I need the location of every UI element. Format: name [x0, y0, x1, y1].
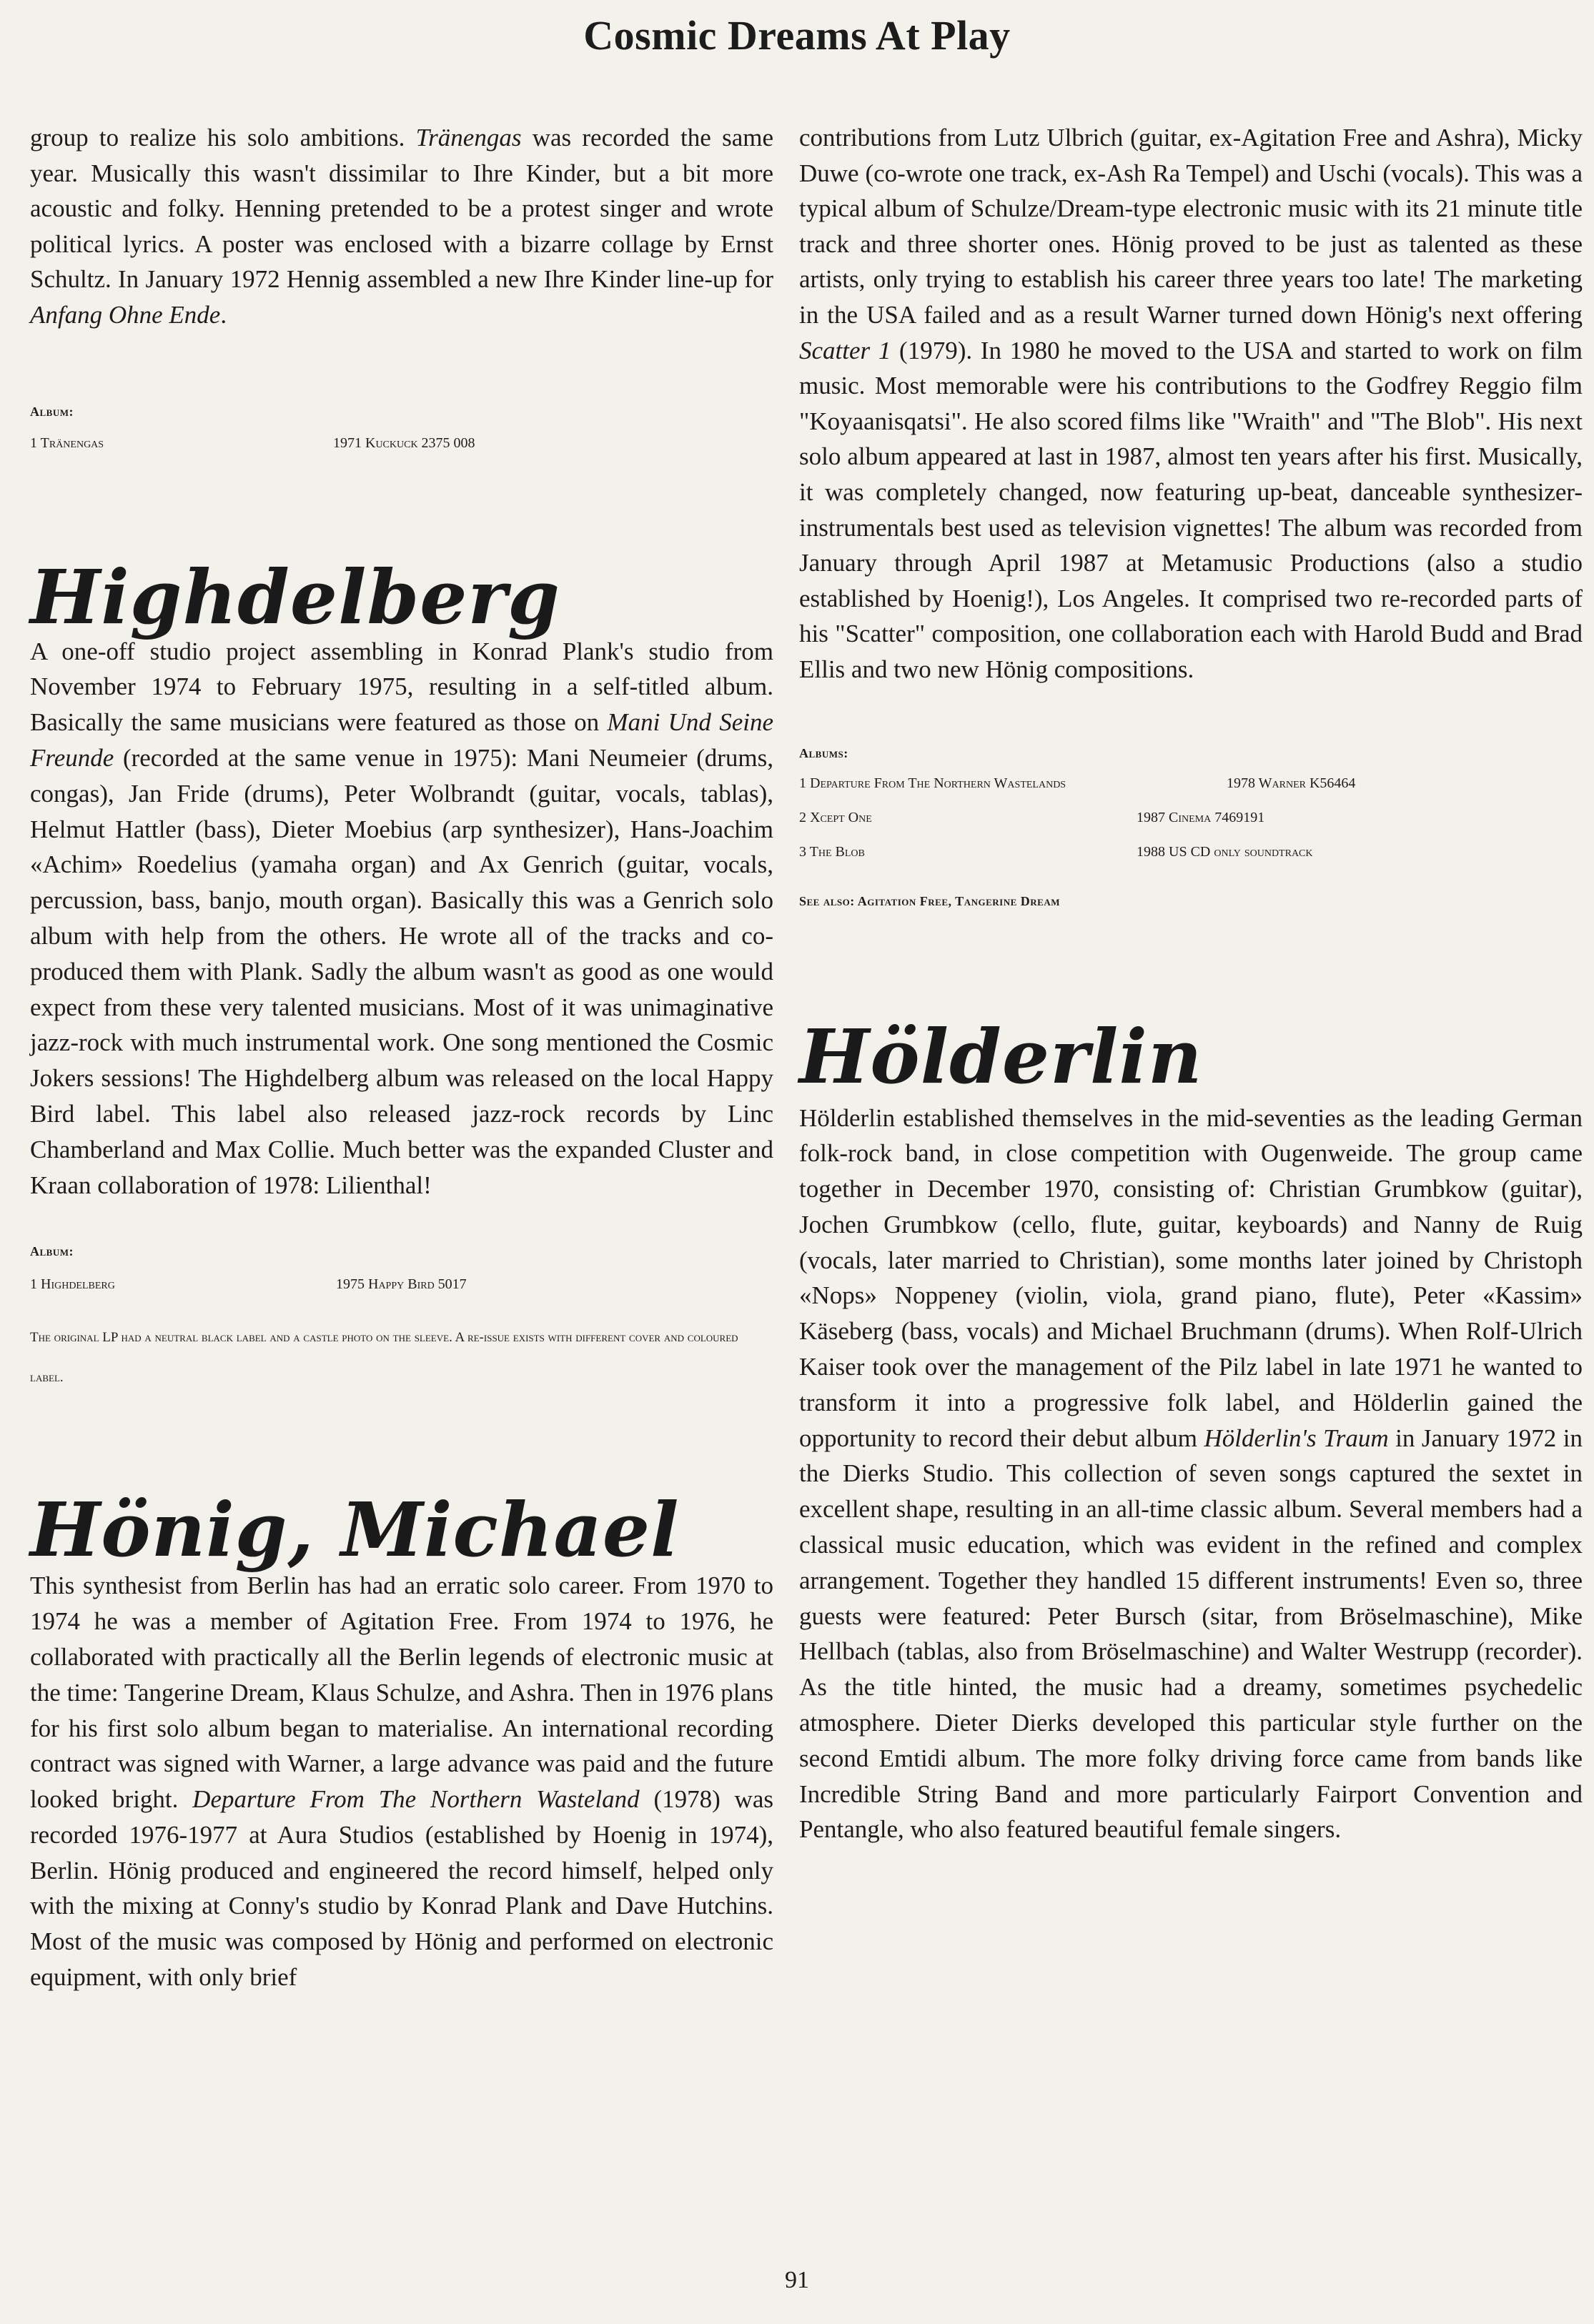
album-label: Album: — [30, 404, 74, 419]
album-release-info: 1988 US CD only soundtrack — [1137, 843, 1313, 860]
page-title: Cosmic Dreams At Play — [583, 12, 1011, 59]
album-title: 1 Tränengas — [30, 434, 104, 451]
album-label: Album: — [30, 1244, 74, 1259]
album-release-info: 1971 Kuckuck 2375 008 — [333, 434, 475, 451]
discography-row — [30, 1276, 773, 1305]
right-column — [799, 120, 1583, 1847]
album-title: 3 The Blob — [799, 843, 865, 860]
highdelberg-paragraph: A one-off studio project assembling in Konrad Plank's studio from November 1974 to February 1975, resulting in a self-titled album. Basically the same musicians were featured as those on Mani Und Seine Freunde (recorded at the same venue in 1975): Mani Neumeier (drums, congas), Jan Fride (drums), Peter Wolbrandt (guitar, vocals, tablas), Helmut Hattler (bass), Dieter Moebius (arp synthesizer), Hans-Joachim «Achim» Roedelius (yamaha organ) and Ax Genrich (guitar, vocals, percussion, bass, banjo, mouth organ). Basically this was a Genrich solo album with help from the others. He wrote all of the tracks and co-produced them with Plank. Sadly the album wasn't as good as one would expect from these very talented musicians. Most of it was unimaginative jazz-rock with much instrumental work. One song mentioned the Cosmic Jokers sessions! The Highdelberg album was released on the local Happy Bird label. This label also released jazz-rock records by Linc Chamberland and Max Collie. Much better was the expanded Cluster and Kraan collaboration of 1978: Lilienthal! — [30, 637, 774, 1199]
page-number: 91 — [785, 2267, 809, 2293]
album-release-info: 1987 Cinema 7469191 — [1137, 809, 1265, 825]
album-release-info: 1978 Warner K56464 — [1227, 775, 1356, 791]
hennig-continuation-paragraph: group to realize his solo ambitions. Tränengas was recorded the same year. Musically this wasn't dissimilar to Ihre Kinder, but a bit more acoustic and folky. Henning pretended to be a protest singer and wrote political lyrics. A poster was enclosed with a bizarre collage by Ernst Schultz. In January 1972 Hennig assembled a new Ihre Kinder line-up for Anfang Ohne Ende. — [30, 124, 773, 329]
album-title: 1 Highdelberg — [30, 1276, 115, 1293]
albums-label: Albums: — [799, 745, 848, 760]
album-title: 2 Xcept One — [799, 809, 872, 825]
album-title: 1 Departure From The Northern Wastelands — [799, 775, 1066, 791]
section-heading-holderlin: Hölderlin — [799, 1012, 1203, 1101]
discography-note: The original LP had a neutral black label and a castle photo on the sleeve. A re-issue exists with different cover and coloured label. — [30, 1330, 738, 1386]
left-column — [30, 120, 773, 1995]
honig-paragraph: This synthesist from Berlin has had an erratic solo career. From 1970 to 1974 he was a member of Agitation Free. From 1974 to 1976, he collaborated with practically all the Berlin legends of electronic music at the time: Tangerine Dream, Klaus Schulze, and Ashra. Then in 1976 plans for his first solo album began to materialise. An international recording contract was signed with Warner, a large advance was paid and the future looked bright. Departure From The Northern Wasteland (1978) was recorded 1976-1977 at Aura Studios (established by Hoenig in 1974), Berlin. Hönig produced and engineered the record himself, helped only with the mixing at Conny's studio by Konrad Plank and Dave Hutchins. Most of the music was composed by Hönig and performed on electronic equipment, with only brief — [30, 1571, 773, 1992]
holderlin-paragraph: Hölderlin established themselves in the mid-seventies as the leading German folk-rock band, in close competition with Ougenweide. The group came together in December 1970, consisting of: Christian Grumbkow (guitar), Jochen Grumbkow (cello, flute, guitar, keyboards) and Nanny de Ruig (vocals, later married to Christian), some months later joined by Christoph «Nops» Noppeney (violin, viola, grand piano, flute), Peter «Kassim» Käseberg (bass, vocals) and Michael Bruchmann (drums). When Rolf-Ulrich Kaiser took over the management of the Pilz label in late 1971 he wanted to transform it into a progressive folk label, and Hölderlin gained the opportunity to record their debut album Hölderlin's Traum in January 1972 in the Dierks Studio. This collection of seven songs captured the sextet in excellent shape, resulting in an all-time classic album. Several members had a classical music education, which was evident in the refined and complex arrangement. Together they handled 15 different instruments! Even so, three guests were featured: Peter Bursch (sitar, from Bröselmaschine), Mike Hellbach (tablas, also from Bröselmaschine) and Walter Westrupp (recorder). As the title hinted, the music had a dreamy, sometimes psychedelic atmosphere. Dieter Dierks developed this particular style further on the second Emtidi album. The more folky driving force came from bands like Incredible String Band and more particularly Fairport Convention and Pentangle, who also featured beautiful female singers. — [799, 1103, 1583, 1844]
discography-row — [799, 844, 1583, 878]
album-release-info: 1975 Happy Bird 5017 — [336, 1276, 467, 1293]
section-heading-highdelberg: Highdelberg — [30, 552, 560, 641]
honig-continuation-paragraph: contributions from Lutz Ulbrich (guitar, ex-Agitation Free and Ashra), Micky Duwe (co-wrote one track, ex-Ash Ra Tempel) and Uschi (vocals). This was a typical album of Schulze/Dream-type electronic music with its 21 minute title track and three shorter ones. Hönig proved to be just as talented as these artists, only trying to establish his career three years too late! The marketing in the USA failed and as a result Warner turned down Hönig's next offering Scatter 1 (1979). In 1980 he moved to the USA and started to work on film music. Most memorable were his contributions to the Godfrey Reggio film "Koyaanisqatsi". He also scored films like "Wraith" and "The Blob". His next solo album appeared at last in 1987, almost ten years after his first. Musically, it was completely changed, now featuring up-beat, danceable synthesizer-instrumentals best used as television vignettes! The album was recorded from January through April 1987 at Metamusic Productions (also a studio established by Hoenig!), Los Angeles. It comprised two re-recorded parts of his "Scatter" composition, one collaboration each with Harold Budd and Brad Ellis and two new Hönig compositions. — [799, 124, 1583, 683]
discography-row — [799, 775, 1583, 810]
see-also: See also: Agitation Free, Tangerine Dream — [799, 893, 1060, 908]
discography-row — [799, 810, 1583, 844]
discography-row — [30, 435, 773, 464]
section-heading-honig-michael: Hönig, Michael — [30, 1486, 680, 1574]
